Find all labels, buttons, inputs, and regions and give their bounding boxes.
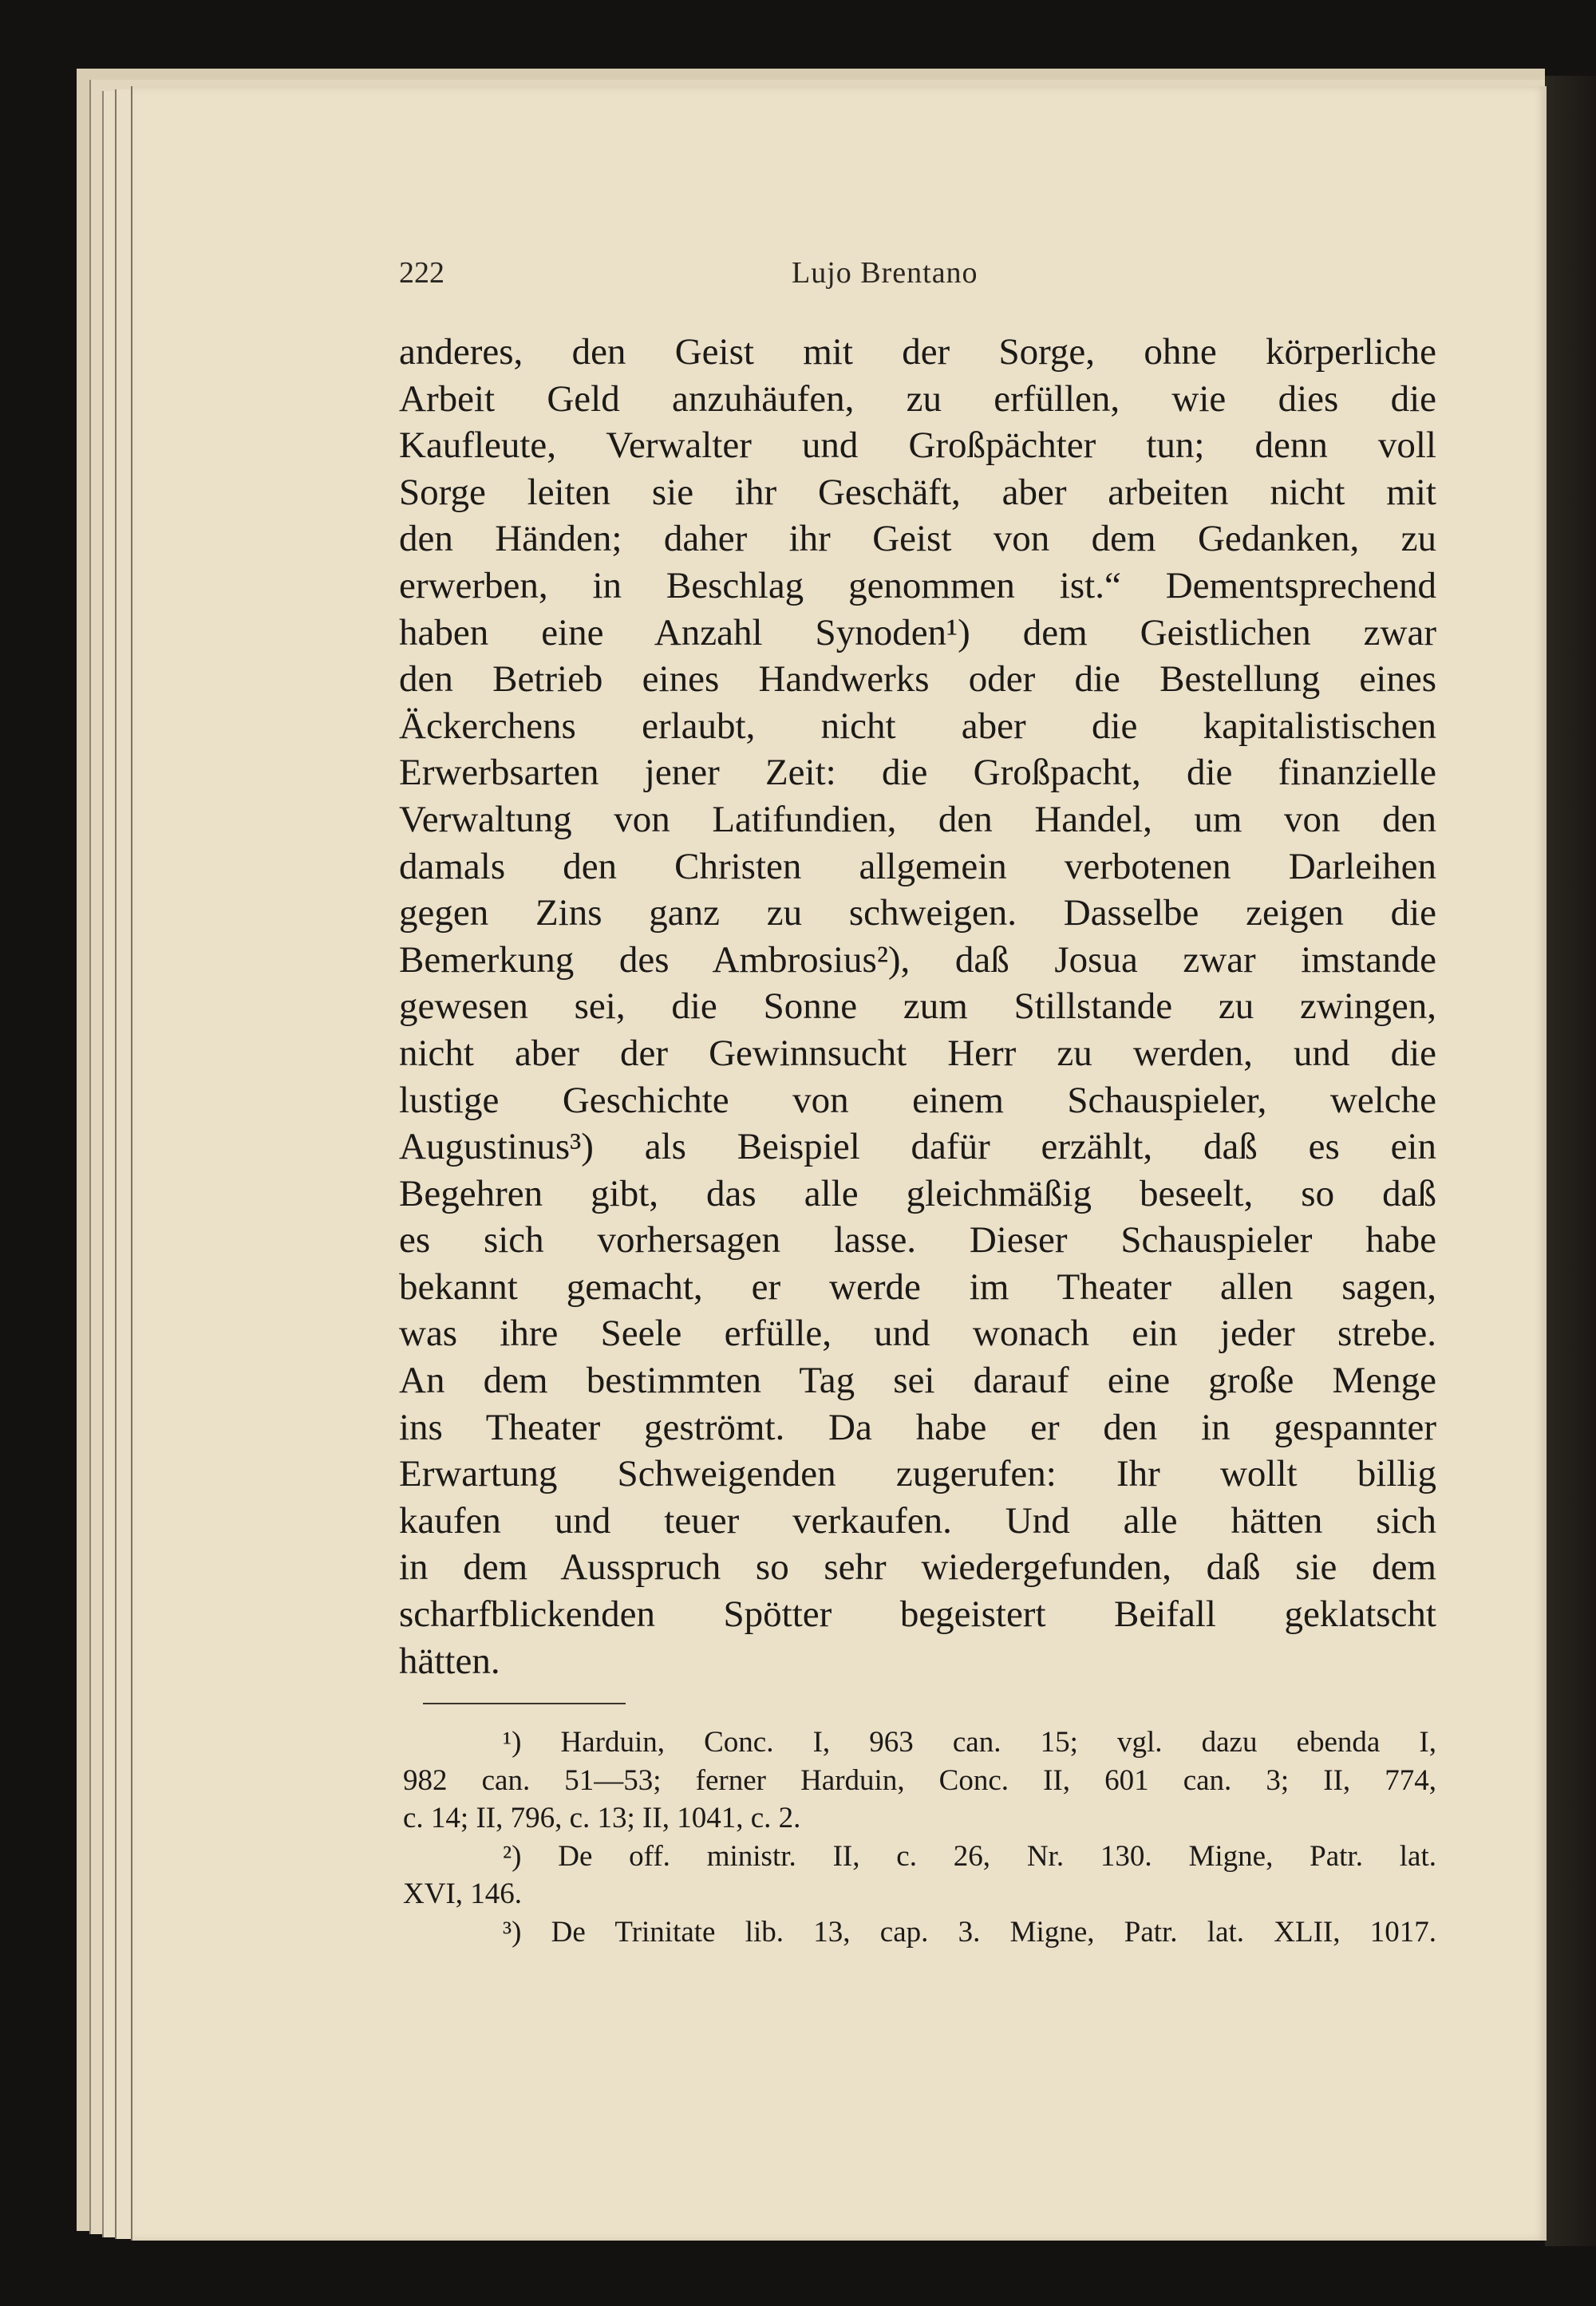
body-line: anderes, den Geist mit der Sorge, ohne körperliche	[399, 331, 1436, 373]
body-line: Erwartung Schweigenden zugerufen: Ihr wollt billig	[399, 1453, 1436, 1495]
body-line: Bemerkung des Ambrosius²), daß Josua zwar imstande	[399, 938, 1436, 981]
body-line: Augustinus³) als Beispiel dafür erzählt, daß es ein	[399, 1126, 1436, 1168]
body-line: lustige Geschichte von einem Schauspieler, welche	[399, 1079, 1436, 1121]
body-line: gewesen sei, die Sonne zum Stillstande zu zwingen,	[399, 985, 1436, 1028]
body-line: haben eine Anzahl Synoden¹) dem Geistlichen zwar	[399, 611, 1436, 653]
body-line: Äckerchens erlaubt, nicht aber die kapitalistischen	[399, 705, 1436, 747]
body-line: den Betrieb eines Handwerks oder die Bestellung eines	[399, 658, 1436, 701]
body-line: ins Theater geströmt. Da habe er den in gespannter	[399, 1406, 1436, 1448]
body-line: Verwaltung von Latifundien, den Handel, um von den	[399, 798, 1436, 840]
body-line: Kaufleute, Verwalter und Großpächter tun; denn voll	[399, 424, 1436, 467]
body-line: nicht aber der Gewinnsucht Herr zu werden, und die	[399, 1032, 1436, 1074]
body-line: Arbeit Geld anzuhäufen, zu erfüllen, wie dies die	[399, 377, 1436, 420]
body-line: damals den Christen allgemein verbotenen Darleihen	[399, 845, 1436, 887]
body-line: kaufen und teuer verkaufen. Und alle hätten sich	[399, 1499, 1436, 1542]
body-line: An dem bestimmten Tag sei darauf eine große Menge	[399, 1360, 1436, 1402]
footnote-line: ²) De off. ministr. II, c. 26, Nr. 130. Migne, Patr. lat.	[503, 1839, 1436, 1873]
running-head	[399, 255, 1436, 303]
book-fore-edge	[1545, 76, 1596, 2246]
body-line: in dem Ausspruch so sehr wiedergefunden, daß sie dem	[399, 1546, 1436, 1589]
body-line: gegen Zins ganz zu schweigen. Dasselbe zeigen die	[399, 892, 1436, 934]
body-line: Sorge leiten sie ihr Geschäft, aber arbeiten nicht mit	[399, 471, 1436, 513]
footnote-divider	[423, 1703, 626, 1704]
body-line: hätten.	[399, 1640, 500, 1682]
footnotes	[403, 1724, 1436, 1951]
body-line: es sich vorhersagen lasse. Dieser Schauspieler habe	[399, 1219, 1436, 1262]
footnote-line: 982 can. 51—53; ferner Harduin, Conc. II, 601 can. 3; II, 774,	[403, 1763, 1436, 1797]
footnote-line: ³) De Trinitate lib. 13, cap. 3. Migne, Patr. lat. XLII, 1017.	[503, 1915, 1436, 1949]
body-line: scharfblickenden Spötter begeistert Beifall geklatscht	[399, 1593, 1436, 1636]
footnote-line: c. 14; II, 796, c. 13; II, 1041, c. 2.	[403, 1802, 801, 1834]
body-line: erwerben, in Beschlag genommen ist.“ Dementsprechend	[399, 564, 1436, 606]
body-line: Erwerbsarten jener Zeit: die Großpacht, die finanzielle	[399, 752, 1436, 794]
body-line: den Händen; daher ihr Geist von dem Gedanken, zu	[399, 518, 1436, 560]
body-line: Begehren gibt, das alle gleichmäßig beseelt, so daß	[399, 1172, 1436, 1214]
footnote-line: ¹) Harduin, Conc. I, 963 can. 15; vgl. dazu ebenda I,	[503, 1726, 1436, 1759]
body-text	[399, 329, 1436, 1684]
footnote-line: XVI, 146.	[403, 1878, 523, 1910]
running-head-author: Lujo Brentano	[792, 256, 978, 290]
body-line: was ihre Seele erfülle, und wonach ein jeder strebe.	[399, 1313, 1436, 1355]
page-number: 222	[399, 256, 444, 290]
body-line: bekannt gemacht, er werde im Theater allen sagen,	[399, 1266, 1436, 1308]
